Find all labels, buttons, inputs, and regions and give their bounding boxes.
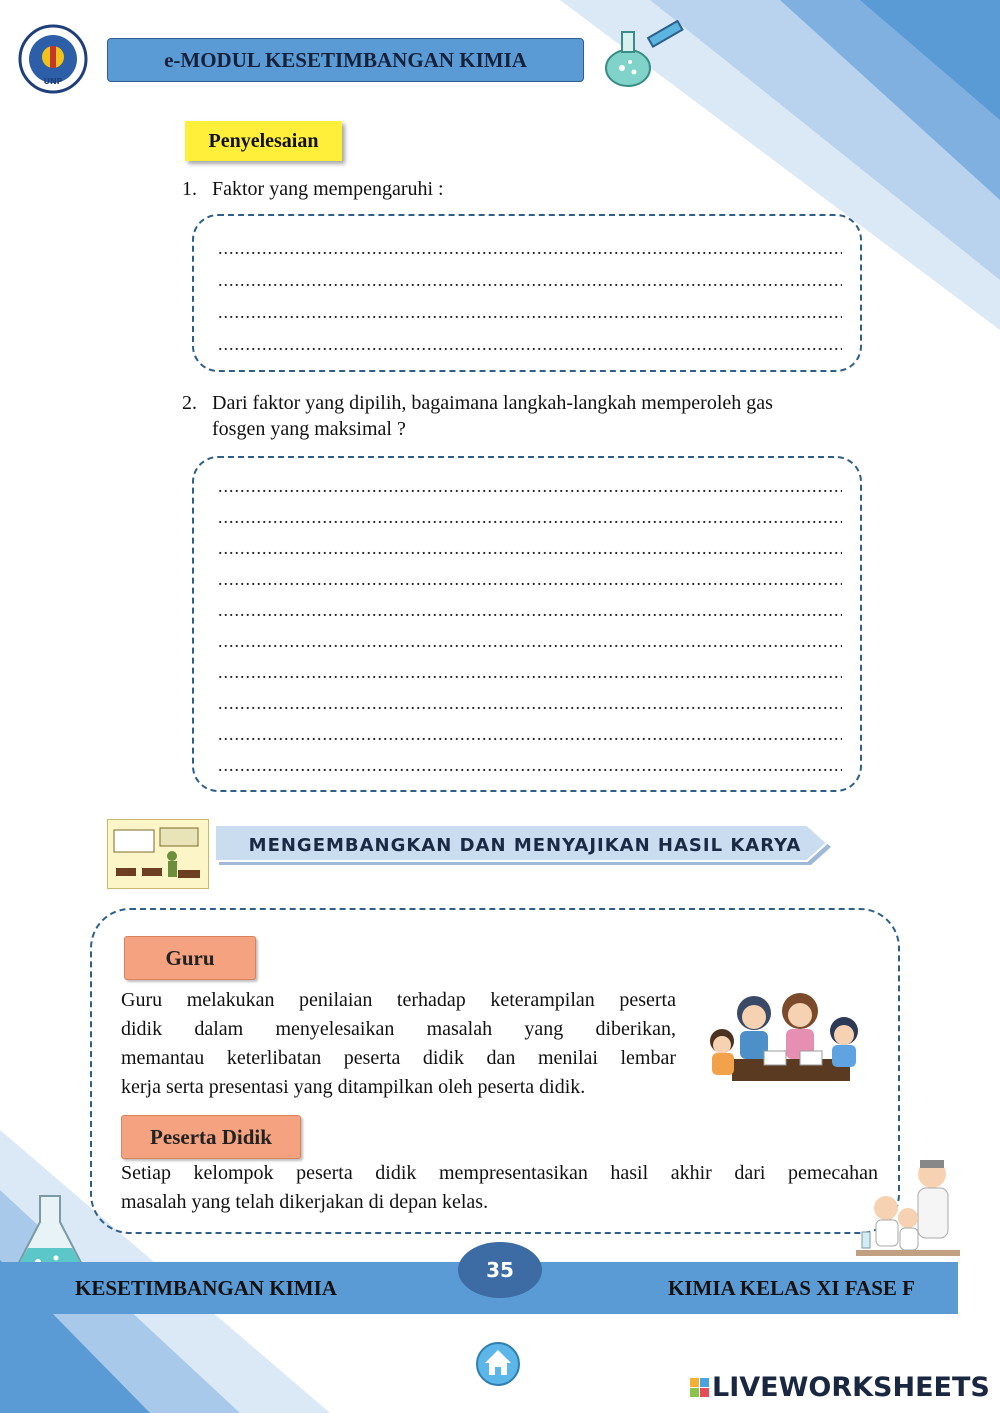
peserta-paragraph	[121, 1159, 878, 1217]
page-number-text: 35	[486, 1258, 514, 1282]
question-2	[182, 390, 773, 442]
unp-logo	[18, 24, 88, 94]
answer-line[interactable]	[218, 693, 842, 713]
home-icon[interactable]	[475, 1341, 521, 1387]
answer-line[interactable]	[218, 334, 842, 354]
answer-line[interactable]	[218, 755, 842, 775]
section-title: MENGEMBANGKAN DAN MENYAJIKAN HASIL KARYA	[248, 834, 802, 856]
answer-line[interactable]	[218, 302, 842, 322]
answer-line[interactable]	[218, 662, 842, 682]
guru-line: Guru melakukan penilaian terhadap keterampilan peserta	[121, 989, 676, 1011]
question-1	[182, 176, 444, 202]
question-2-text-line1: Dari faktor yang dipilih, bagaimana langkah-langkah memperoleh gas	[212, 392, 773, 414]
module-title: e-MODUL KESETIMBANGAN KIMIA	[164, 47, 527, 72]
liveworksheets-brand-text: LIVEWORKSHEETS	[712, 1372, 990, 1403]
answer-line[interactable]	[218, 270, 842, 290]
guru-line: memantau keterlibatan peserta didik dan menilai lembar	[121, 1047, 676, 1069]
peserta-line: masalah yang telah dikerjakan di depan kelas.	[121, 1191, 489, 1213]
peserta-label-text: Peserta Didik	[150, 1124, 272, 1149]
answer-line[interactable]	[218, 569, 842, 589]
answer-line[interactable]	[218, 538, 842, 558]
students-illustration	[704, 985, 869, 1095]
peserta-label	[121, 1115, 301, 1159]
solution-label	[185, 121, 342, 161]
guru-label	[124, 936, 256, 980]
answer-line[interactable]	[218, 507, 842, 527]
answer-line[interactable]	[218, 476, 842, 496]
liveworksheets-logo-icon	[690, 1378, 709, 1397]
answer-line[interactable]	[218, 238, 842, 258]
question-2-text-line2: fosgen yang maksimal ?	[212, 418, 406, 440]
answer-line[interactable]	[218, 724, 842, 744]
guru-line: didik dalam menyelesaikan masalah yang diberikan,	[121, 1018, 676, 1040]
scientists-illustration	[852, 1152, 962, 1262]
module-title-bar	[107, 38, 584, 82]
logo-text: UNP	[43, 77, 63, 86]
question-2-number: 2.	[182, 392, 197, 414]
flask-icon	[600, 20, 690, 90]
footer-left-text: KESETIMBANGAN KIMIA	[75, 1276, 337, 1300]
answer-line[interactable]	[218, 631, 842, 651]
peserta-line: Setiap kelompok peserta didik mempresentasikan hasil akhir dari pemecahan	[121, 1162, 878, 1184]
footer-right-text: KIMIA KELAS XI FASE F	[668, 1276, 915, 1300]
question-1-number: 1.	[182, 178, 197, 200]
page-number	[458, 1242, 542, 1298]
classroom-illustration	[107, 819, 209, 889]
guru-paragraph	[121, 986, 676, 1102]
guru-label-text: Guru	[165, 945, 215, 970]
question-1-text: Faktor yang mempengaruhi :	[212, 178, 444, 200]
solution-label-text: Penyelesaian	[208, 129, 319, 152]
answer-line[interactable]	[218, 600, 842, 620]
liveworksheets-brand[interactable]	[690, 1372, 990, 1403]
guru-line: kerja serta presentasi yang ditampilkan oleh peserta didik.	[121, 1076, 586, 1098]
